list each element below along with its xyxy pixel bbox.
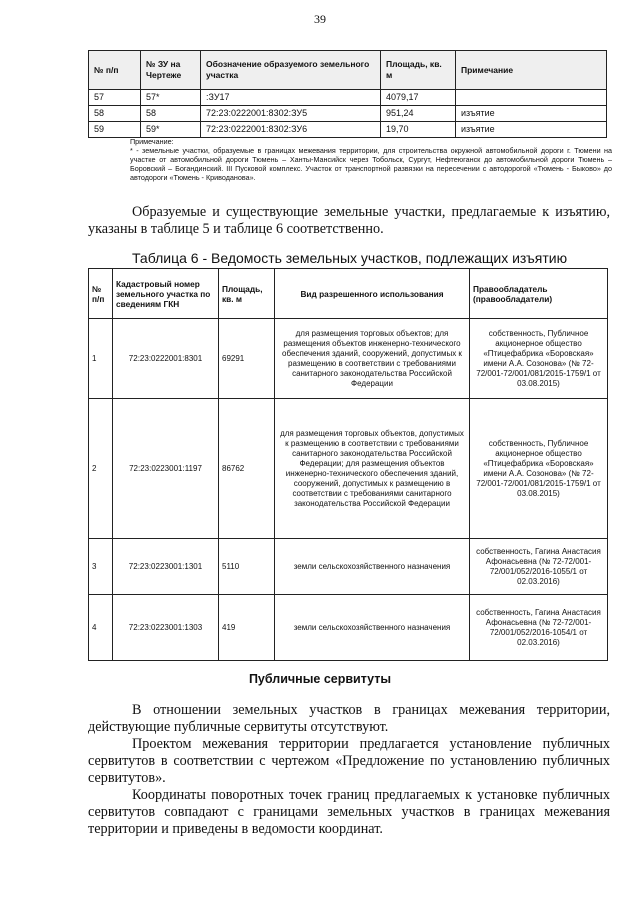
table-header-row (89, 51, 607, 90)
cell-designation: 72:23:0222001:8302:ЗУ5 (201, 106, 381, 122)
cell-owner: собственность, Публичное акционерное общество «Птицефабрика «Боровская» имени А.А. Созонова» (№ 72-72/001-72/001/081/2015-1759/1 от 03.08.2015) (470, 319, 608, 399)
section-heading: Публичные сервитуты (248, 672, 392, 686)
header-cell: № п/п (89, 269, 113, 319)
header-cell: Кадастровый номер земельного участка по сведениям ГКН (113, 269, 219, 319)
header-cell: Правообладатель (правообладатели) (470, 269, 608, 319)
cell-number: 59 (89, 122, 141, 138)
table-row (89, 595, 608, 661)
cell-owner: собственность, Публичное акционерное общество «Птицефабрика «Боровская» имени А.А. Созонова» (№ 72-72/001-72/001/081/2015-1759/1 от 03.08.2015) (470, 399, 608, 539)
cell-number: 57 (89, 90, 141, 106)
cell-area: 951,24 (381, 106, 456, 122)
table-6-caption: Таблица 6 - Ведомость земельных участков, подлежащих изъятию (132, 250, 568, 266)
cell-cadastral-number: 72:23:0223001:1197 (113, 399, 219, 539)
cell-cadastral-number: 72:23:0222001:8301 (113, 319, 219, 399)
table-row (89, 106, 607, 122)
cell-number: 4 (89, 595, 113, 661)
cell-designation: 72:23:0222001:8302:ЗУ6 (201, 122, 381, 138)
cell-area: 5110 (219, 539, 275, 595)
cell-owner: собственность, Гагина Анастасия Афонасьевна (№ 72-72/001-72/001/052/2016-1054/1 от 02.03.2016) (470, 595, 608, 661)
table-row (89, 122, 607, 138)
cell-cadastral-number: 72:23:0223001:1303 (113, 595, 219, 661)
table-row (89, 399, 608, 539)
cell-designation: :ЗУ17 (201, 90, 381, 106)
servitudes-text (88, 702, 610, 838)
seizure-plots-table-6 (88, 268, 608, 661)
page-number: 39 (314, 12, 326, 26)
tables-reference-paragraph: Образуемые и существующие земельные участки, предлагаемые к изъятию, указаны в таблице 5 и таблице 6 соответственно. (88, 204, 610, 237)
plots-table-5 (88, 50, 607, 138)
cell-permitted-use: земли сельскохозяйственного назначения (275, 595, 470, 661)
cell-number: 1 (89, 319, 113, 399)
cell-permitted-use: для размещения торговых объектов, допустимых к размещению в соответствии с требованиями санитарного законодательства Российской Федерации; для размещения объектов инженерно-технического обеспечения зданий, сооружений, допустимых к размещению в соответствии с требованиями санитарного законодательства Российской Федерации (275, 399, 470, 539)
table-row (89, 539, 608, 595)
cell-owner: собственность, Гагина Анастасия Афонасьевна (№ 72-72/001-72/001/052/2016-1055/1 от 02.03.2016) (470, 539, 608, 595)
body-paragraph: В отношении земельных участков в границах межевания территории, действующие публичные сервитуты отсутствуют. (88, 702, 610, 735)
footnote-text: * - земельные участки, образуемые в границах межевания территории, для строительства окружной автомобильной дороги г. Тюмени на участке от автомобильной дороги Тюмень – Ханты-Мансийск через Тобольск, Сургут, Нефтеюганск до автомобильной дороги Тюмень – Боровский – Богандинский. III Пусковой комплекс. Участок от транспортной развязки на пересечении с автодорогой «Тюмень - Быково» до автодороги «Тюмень - Криводанова». (130, 146, 612, 182)
header-cell: Вид разрешенного использования (275, 269, 470, 319)
cell-permitted-use: земли сельскохозяйственного назначения (275, 539, 470, 595)
table-row (89, 90, 607, 106)
header-cell: Площадь, кв. м (219, 269, 275, 319)
body-paragraph: Координаты поворотных точек границ предлагаемых к установке публичных сервитутов совпадают с границами земельных участков в границах межевания территории и приведены в ведомости координат. (88, 787, 610, 837)
cell-area: 19,70 (381, 122, 456, 138)
header-cell: Площадь, кв. м (381, 51, 456, 90)
table-header-row (89, 269, 608, 319)
cell-area: 419 (219, 595, 275, 661)
cell-note (456, 90, 607, 106)
header-cell: Обозначение образуемого земельного участка (201, 51, 381, 90)
cell-area: 4079,17 (381, 90, 456, 106)
table-footnote (130, 137, 612, 182)
footnote-label: Примечание: (130, 137, 174, 146)
cell-plot-number: 58 (141, 106, 201, 122)
cell-note: изъятие (456, 122, 607, 138)
header-cell: Примечание (456, 51, 607, 90)
cell-plot-number: 57* (141, 90, 201, 106)
cell-permitted-use: для размещения торговых объектов; для размещения объектов инженерно-технического обеспечения зданий, сооружений, допустимых к размещению в соответствии с требованиями санитарного законодательства Российской Федерации (275, 319, 470, 399)
cell-number: 3 (89, 539, 113, 595)
cell-area: 69291 (219, 319, 275, 399)
cell-plot-number: 59* (141, 122, 201, 138)
cell-area: 86762 (219, 399, 275, 539)
table-row (89, 319, 608, 399)
cell-cadastral-number: 72:23:0223001:1301 (113, 539, 219, 595)
body-paragraph: Проектом межевания территории предлагается установление публичных сервитутов в соответствии с чертежом «Предложение по установлению публичных сервитутов». (88, 736, 610, 786)
cell-number: 2 (89, 399, 113, 539)
cell-number: 58 (89, 106, 141, 122)
header-cell: № п/п (89, 51, 141, 90)
header-cell: № ЗУ на Чертеже (141, 51, 201, 90)
cell-note: изъятие (456, 106, 607, 122)
